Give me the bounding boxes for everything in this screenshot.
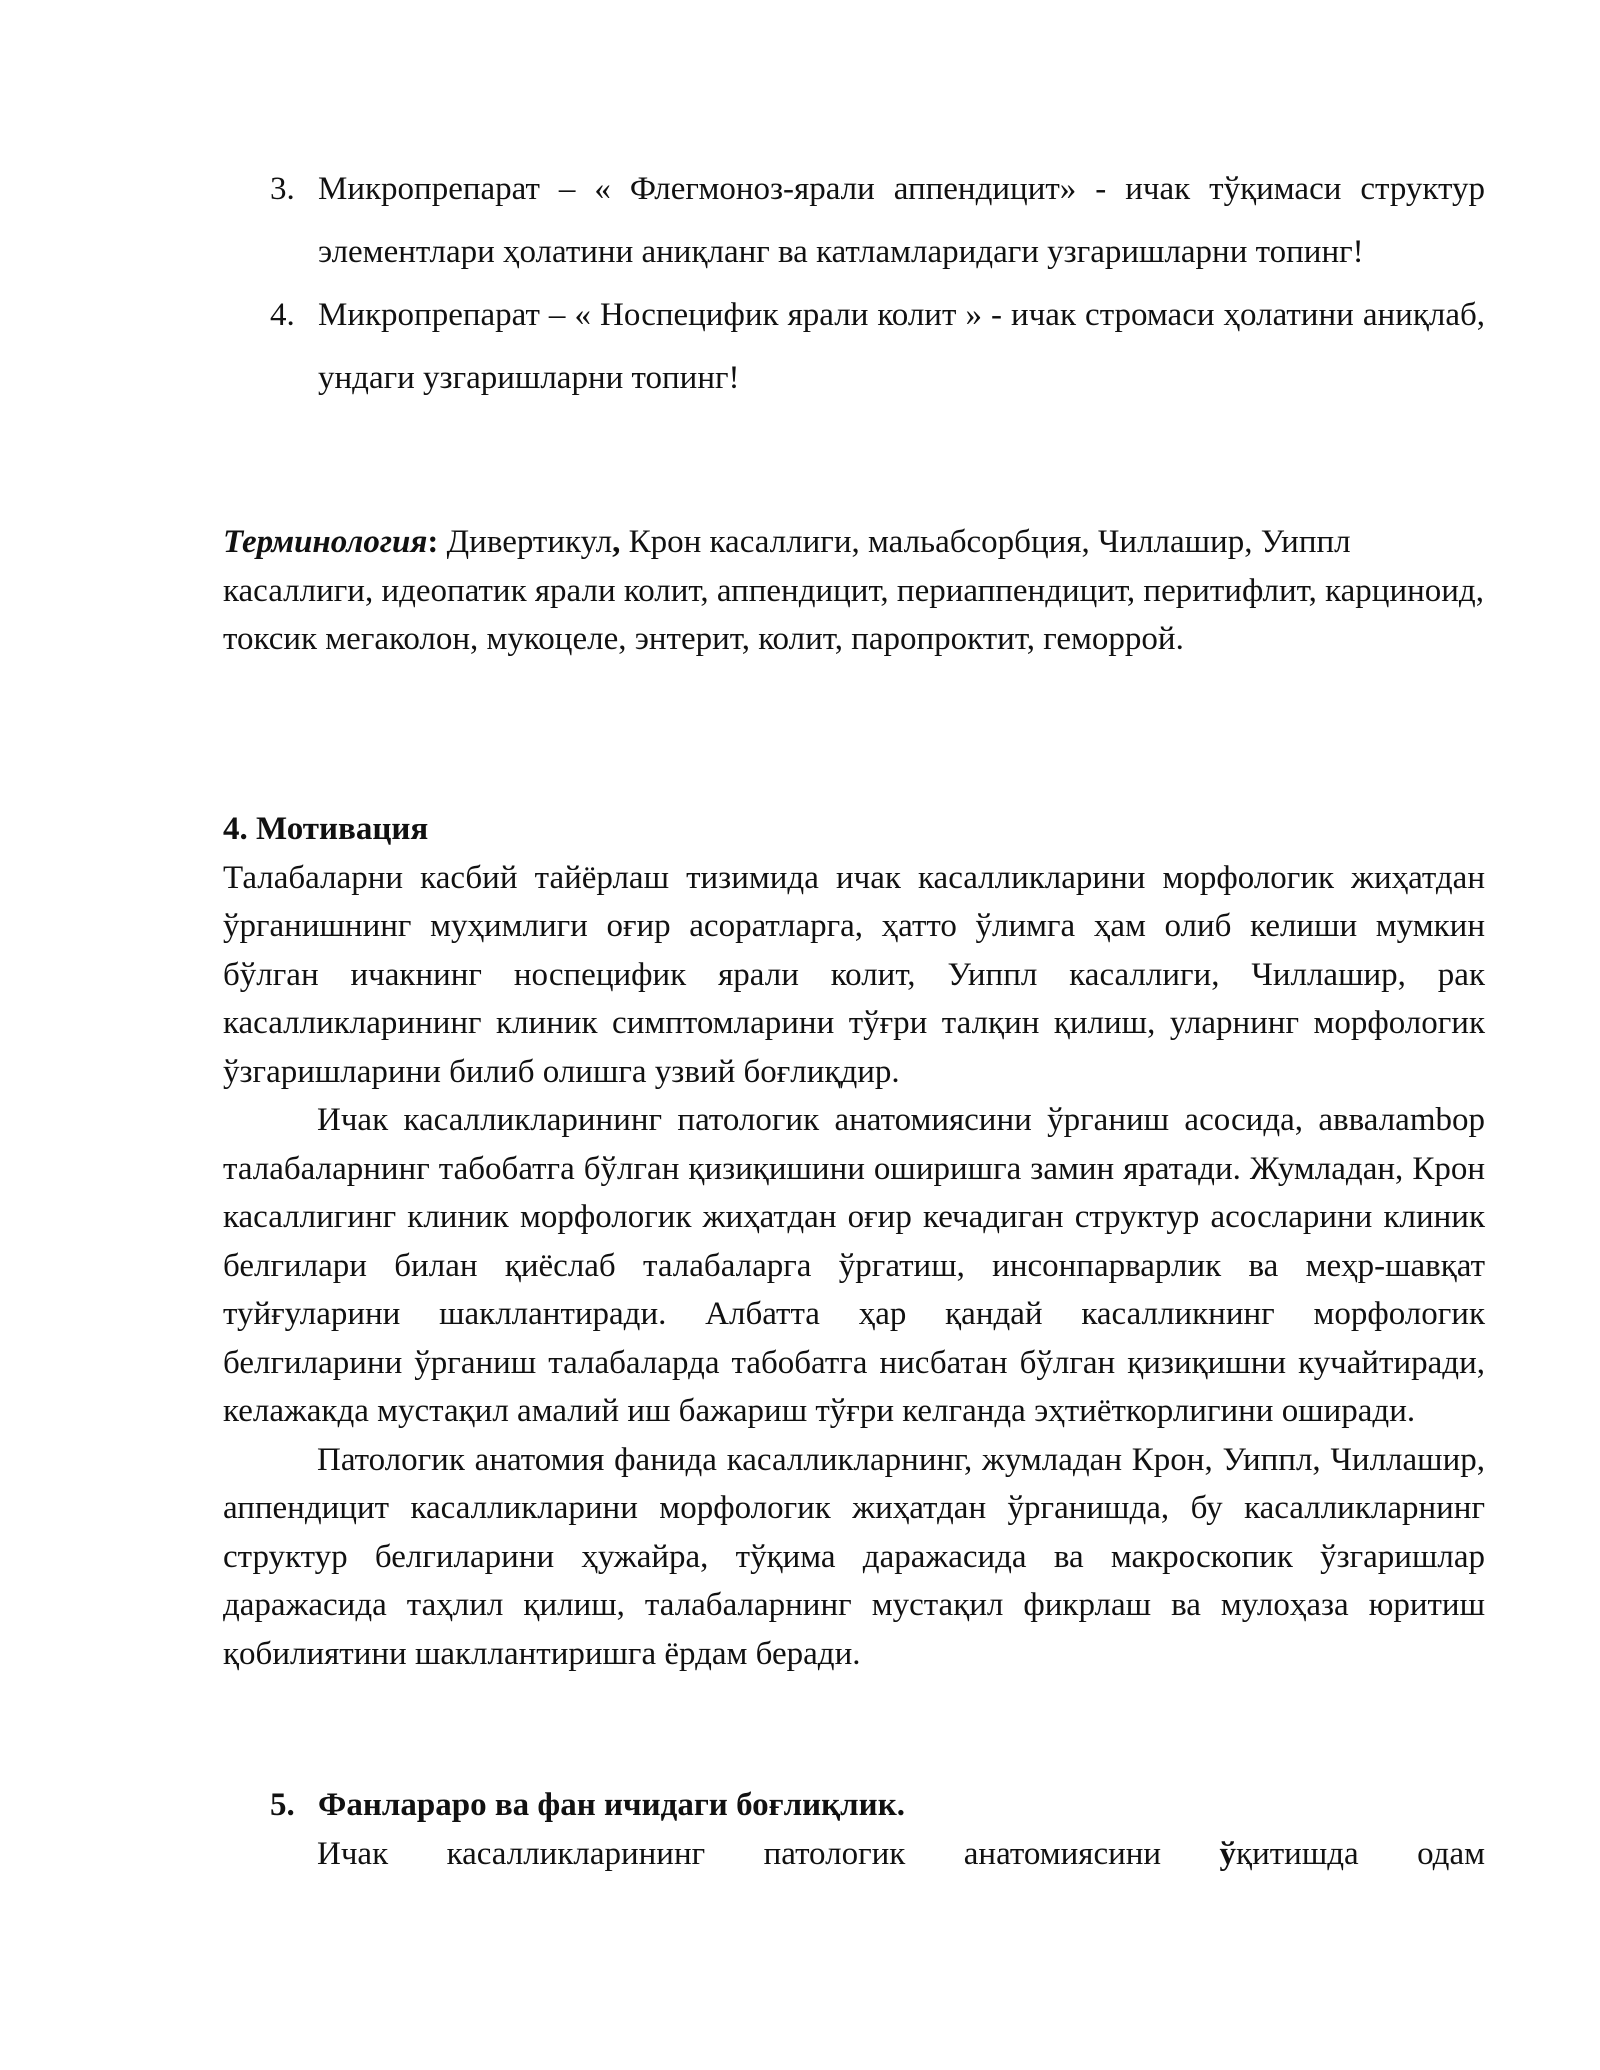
terminology-label: Терминология [223,524,428,560]
paragraph-text-end: қитишда одам [1236,1835,1485,1872]
interdisciplinary-heading: Фанлараро ва фан ичидаги боғлиқлик. [318,1787,905,1823]
terminology-first-term: Дивертикул [438,524,613,560]
numbered-list-top [223,158,1485,410]
motivation-paragraph-3: Патологик анатомия фанида касалликларнинг, жумладан Крон, Уиппл, Чиллашир, аппендицит касалликларини морфологик жиҳатдан ўрганишда, бу касалликларнинг структур белгиларини ҳужайра, тўқима даражасида ва макроскопик ўзгаришлар даражасида таҳлил қилиш, талабаларнинг мустақил фикрлаш ва мулоҳаза юритиш қобилиятини шакллантиришга ёрдам беради. [223,1441,1485,1672]
list-item-number: 3. [270,171,295,207]
paragraph-bold-fragment: ў [1219,1835,1237,1872]
list-item-text: Микропрепарат – « Носпецифик ярали колит » - ичак стромаси ҳолатини аниқлаб, ундаги узгаришларни топинг! [318,297,1485,396]
terminology-paragraph [223,518,1485,664]
section-number: 5. [270,1787,295,1823]
terminology-colon: : [427,524,439,560]
motivation-paragraph-1: Талабаларни касбий тайёрлаш тизимида ичак касалликларини морфологик жиҳатдан ўрганишнинг муҳимлиги оғир асоратларга, ҳатто ўлимга ҳам олиб келиши мумкин бўлган ичакнинг носпецифик ярали колит, Уиппл касаллиги, Чиллашир, рак касалликларининг клиник симптомларини тўғри талқин қилиш, уларнинг морфологик ўзгаришларини билиб олишга узвий боғлиқдир. [223,859,1485,1090]
list-item [223,284,1485,410]
paragraph-text-start: Ичак касалликларининг патологик анатомиясини [317,1835,1220,1872]
section-heading [223,1781,1485,1830]
list-item [223,158,1485,284]
terminology-text: Крон касаллиги, мальабсорбция, Чиллашир, Уиппл касаллиги, идеопатик ярали колит, аппендицит, периаппендицит, перитифлит, карциноид, токсик мегаколон, мукоцеле, энтерит, колит, паропроктит, геморрой. [223,524,1484,657]
section-heading [223,805,1485,854]
list-item-text: Микропрепарат – « Флегмоноз-ярали аппендицит» - ичак тўқимаси структур элементлари ҳолатини аниқланг ва катламларидаги узгаришларни топинг! [318,171,1485,270]
list-item-number: 4. [270,297,295,333]
motivation-paragraph-2: Ичак касалликларининг патологик анатомиясини ўрганиш асосида, аввалambор талабаларнинг табобатга бўлган қизиқишини оширишга замин яратади. Жумладан, Крон касаллигинг клиник морфологик жиҳатдан оғир кечадиган структур асосларини клиник белгилари билан қиёслаб талабаларга ўргатиш, инсонпарварлик ва меҳр-шавқат туйғуларини шакллантиради. Албатта ҳар қандай касалликнинг морфологик белгиларини ўрганиш талабаларда табобатга нисбатан бўлган қизиқишни кучайтиради, келажакда мустақил амалий иш бажариш тўғри келганда эҳтиёткорлигини оширади. [223,1102,1485,1429]
motivation-heading: 4. Мотивация [223,811,429,847]
motivation-section [223,805,1485,1678]
interdisciplinary-section [223,1781,1485,1878]
terminology-comma: , [612,524,621,560]
interdisciplinary-paragraph [223,1830,1485,1879]
